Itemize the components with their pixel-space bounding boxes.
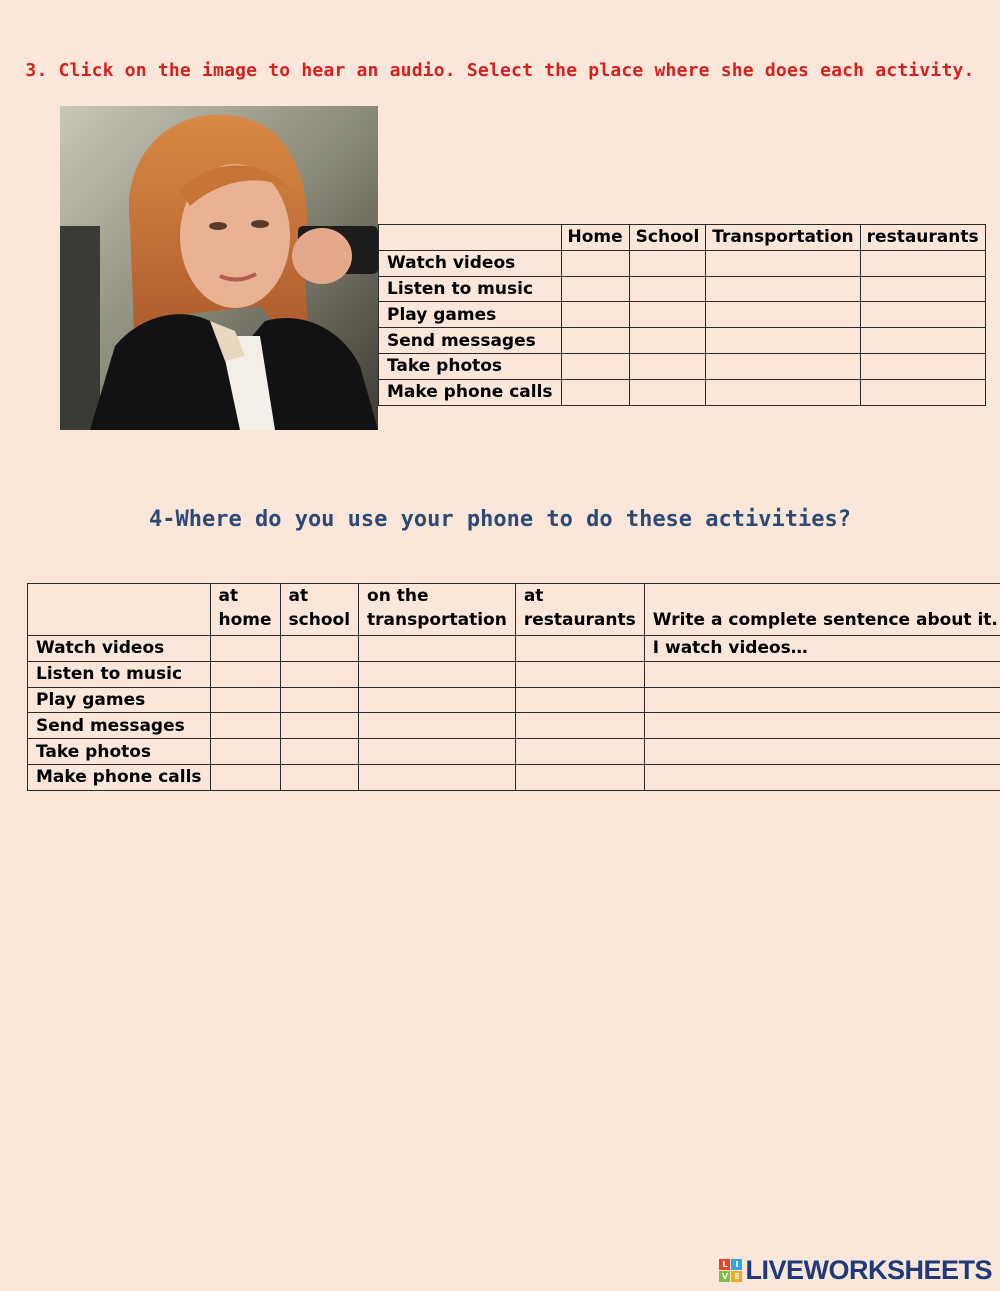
select-cell[interactable]	[860, 328, 985, 354]
header-blank	[28, 584, 211, 636]
check-cell[interactable]	[280, 687, 358, 713]
table-header-row	[379, 225, 986, 251]
select-cell[interactable]	[860, 379, 985, 405]
sentence-input[interactable]	[644, 713, 1000, 739]
select-cell[interactable]	[706, 379, 860, 405]
header-line1: on the	[367, 586, 429, 606]
check-cell[interactable]	[210, 687, 280, 713]
logo-block: E	[731, 1271, 742, 1282]
check-cell[interactable]	[359, 661, 516, 687]
select-cell[interactable]	[706, 302, 860, 328]
header-line1: at	[523, 586, 544, 606]
activity-label: Watch videos	[28, 636, 211, 662]
select-cell[interactable]	[629, 353, 706, 379]
select-cell[interactable]	[629, 250, 706, 276]
check-cell[interactable]	[359, 713, 516, 739]
header-sentence: Write a complete sentence about it.	[644, 584, 1000, 636]
select-cell[interactable]	[706, 328, 860, 354]
check-cell[interactable]	[280, 713, 358, 739]
select-cell[interactable]	[629, 302, 706, 328]
select-cell[interactable]	[561, 379, 629, 405]
select-cell[interactable]	[561, 250, 629, 276]
check-cell[interactable]	[359, 687, 516, 713]
activity-label: Take photos	[379, 353, 562, 379]
table-row	[379, 379, 986, 405]
sentence-input[interactable]	[644, 661, 1000, 687]
table-row	[28, 764, 1000, 790]
activity-label: Listen to music	[28, 661, 211, 687]
table-row	[379, 302, 986, 328]
table-row	[28, 687, 1000, 713]
activity-label: Play games	[28, 687, 211, 713]
header-restaurants: restaurants	[860, 225, 985, 251]
header-line2: transportation	[367, 610, 507, 630]
check-cell[interactable]	[280, 739, 358, 765]
sentence-input[interactable]: I watch videos…	[644, 636, 1000, 662]
check-cell[interactable]	[515, 739, 644, 765]
check-cell[interactable]	[515, 713, 644, 739]
select-cell[interactable]	[561, 353, 629, 379]
select-cell[interactable]	[860, 302, 985, 328]
sentence-input[interactable]	[644, 764, 1000, 790]
check-cell[interactable]	[210, 764, 280, 790]
photo-illustration	[60, 106, 378, 430]
table-row	[379, 276, 986, 302]
check-cell[interactable]	[359, 764, 516, 790]
logo-block: V	[719, 1271, 730, 1282]
select-cell[interactable]	[860, 250, 985, 276]
select-cell[interactable]	[706, 276, 860, 302]
select-cell[interactable]	[860, 276, 985, 302]
header-home: Home	[561, 225, 629, 251]
header-line2: school	[288, 610, 351, 630]
section-4-title: 4-Where do you use your phone to do these activities?	[149, 507, 851, 532]
brand-text: LIVEWORKSHEETS	[745, 1254, 992, 1285]
logo-block: L	[719, 1259, 730, 1270]
phone-use-table	[27, 583, 1000, 791]
select-cell[interactable]	[706, 250, 860, 276]
activity-label: Send messages	[28, 713, 211, 739]
header-school: School	[629, 225, 706, 251]
check-cell[interactable]	[515, 636, 644, 662]
check-cell[interactable]	[515, 661, 644, 687]
table-row	[379, 328, 986, 354]
header-transportation: Transportation	[706, 225, 860, 251]
activity-place-table	[378, 224, 986, 406]
check-cell[interactable]	[280, 764, 358, 790]
select-cell[interactable]	[860, 353, 985, 379]
select-cell[interactable]	[561, 276, 629, 302]
check-cell[interactable]	[210, 739, 280, 765]
table-row	[28, 661, 1000, 687]
select-cell[interactable]	[629, 276, 706, 302]
check-cell[interactable]	[515, 687, 644, 713]
header-blank	[379, 225, 562, 251]
header-line1: at	[288, 586, 309, 606]
activity-label: Play games	[379, 302, 562, 328]
logo-block: I	[731, 1259, 742, 1270]
activity-label: Listen to music	[379, 276, 562, 302]
header-home	[210, 584, 280, 636]
check-cell[interactable]	[210, 713, 280, 739]
check-cell[interactable]	[515, 764, 644, 790]
check-cell[interactable]	[210, 661, 280, 687]
activity-label: Watch videos	[379, 250, 562, 276]
logo-icon	[719, 1259, 742, 1282]
check-cell[interactable]	[359, 636, 516, 662]
activity-label: Send messages	[379, 328, 562, 354]
table-row	[28, 636, 1000, 662]
header-line1: at	[218, 586, 239, 606]
table-row	[28, 713, 1000, 739]
check-cell[interactable]	[359, 739, 516, 765]
woman-photo[interactable]	[60, 106, 378, 430]
table-row	[379, 353, 986, 379]
activity-label: Take photos	[28, 739, 211, 765]
activity-label: Make phone calls	[379, 379, 562, 405]
select-cell[interactable]	[629, 328, 706, 354]
sentence-input[interactable]	[644, 739, 1000, 765]
header-restaurants	[515, 584, 644, 636]
instruction-3: 3. Click on the image to hear an audio. Select the place where she does each activity.	[25, 60, 975, 81]
header-line2: home	[218, 610, 272, 630]
table-row	[379, 250, 986, 276]
check-cell[interactable]	[280, 636, 358, 662]
activity-label: Make phone calls	[28, 764, 211, 790]
select-cell[interactable]	[629, 379, 706, 405]
header-transportation	[359, 584, 516, 636]
liveworksheets-logo[interactable]	[719, 1255, 992, 1285]
table-row	[28, 739, 1000, 765]
select-cell[interactable]	[561, 328, 629, 354]
sentence-input[interactable]	[644, 687, 1000, 713]
check-cell[interactable]	[280, 661, 358, 687]
check-cell[interactable]	[210, 636, 280, 662]
table-header-row	[28, 584, 1000, 636]
select-cell[interactable]	[706, 353, 860, 379]
header-line2: restaurants	[523, 610, 636, 630]
select-cell[interactable]	[561, 302, 629, 328]
header-school	[280, 584, 358, 636]
